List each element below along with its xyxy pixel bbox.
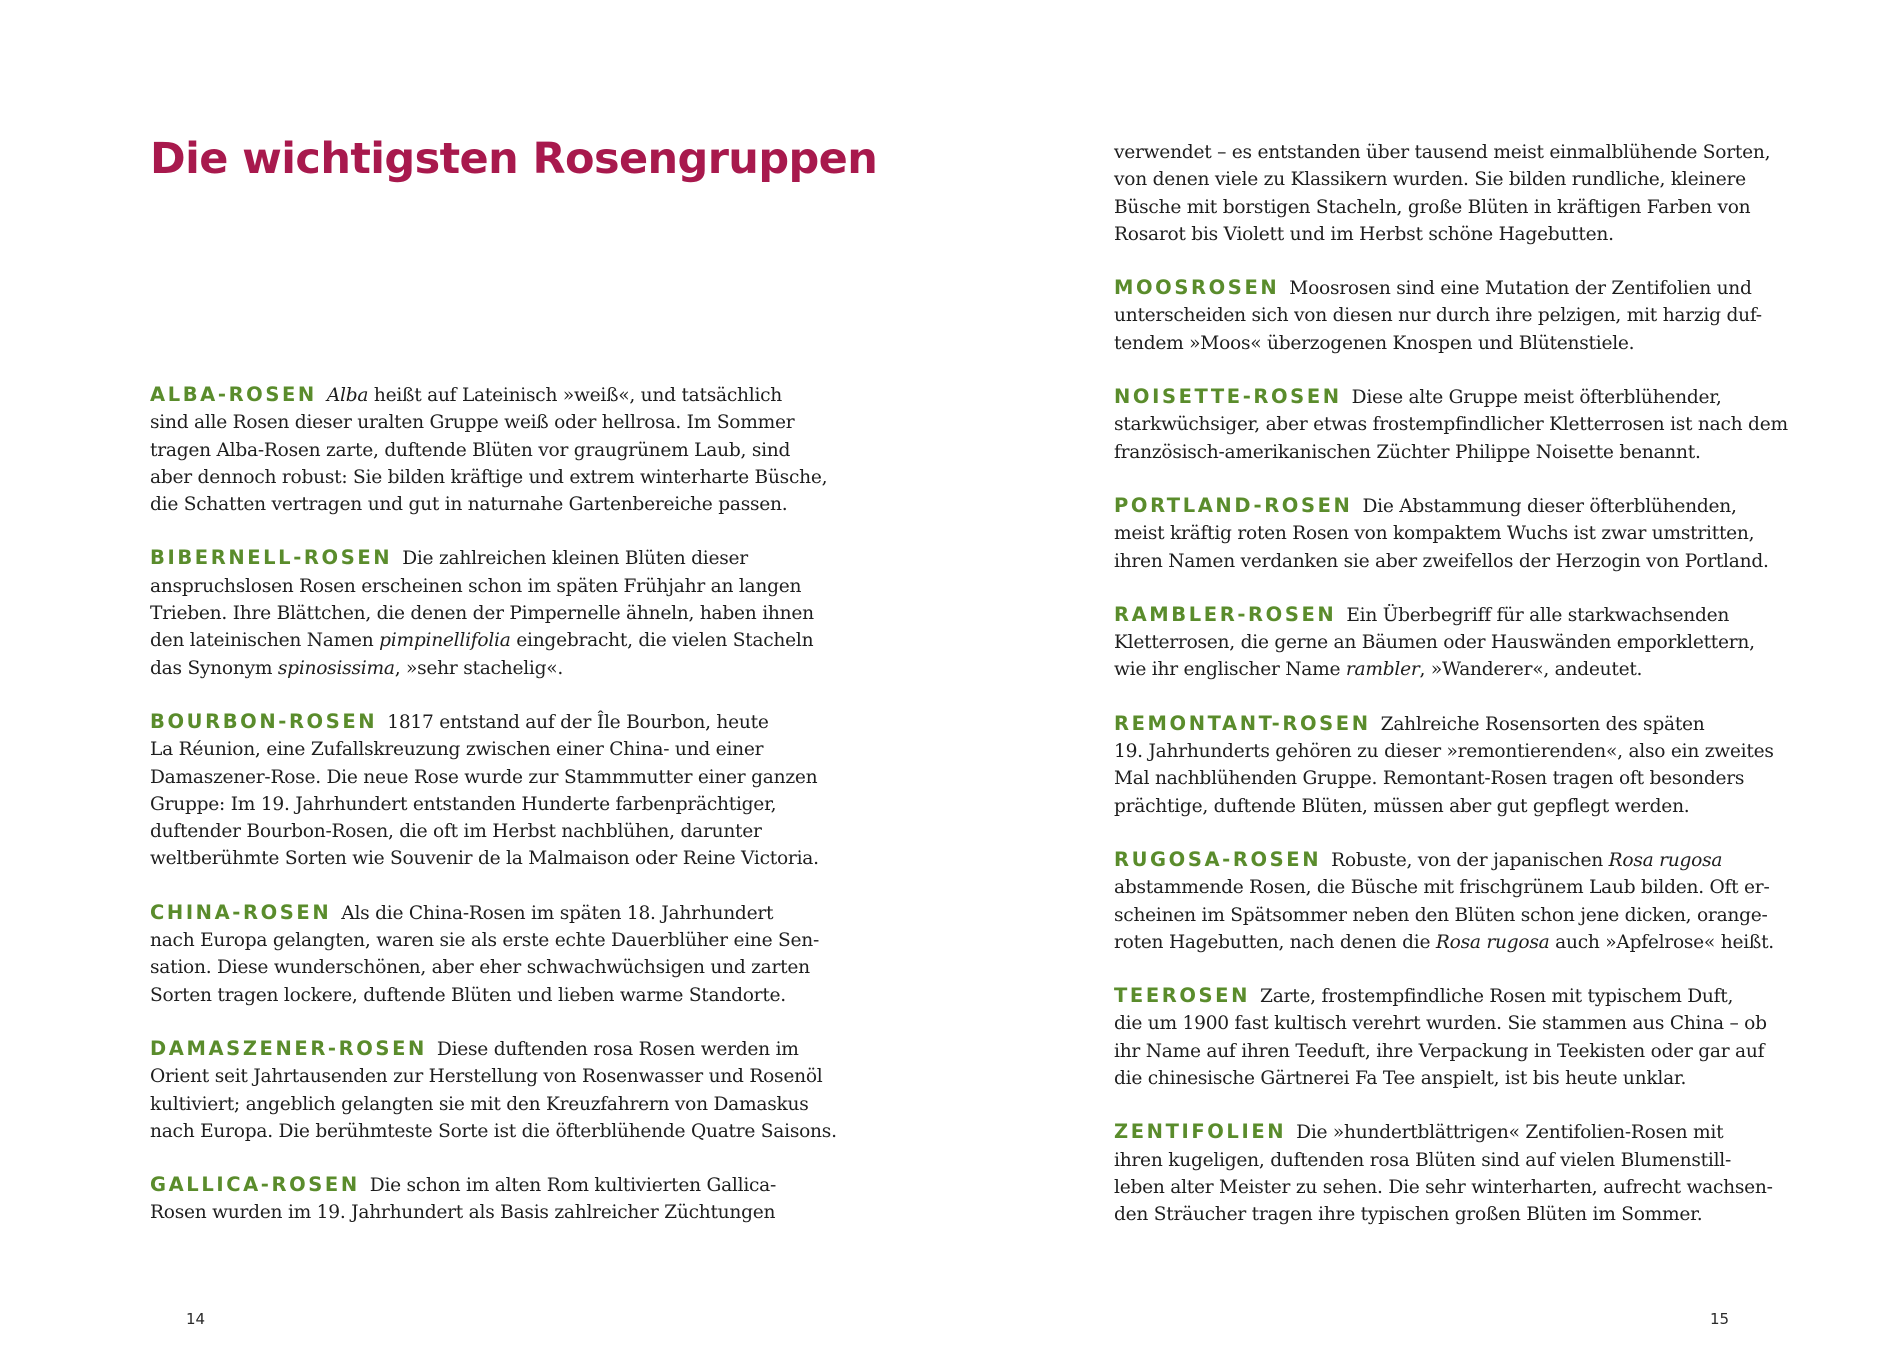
text-segment: ihren kugeligen, duftenden rosa Blüten sind auf vielen Blumenstill- <box>1114 1149 1732 1171</box>
entry-text-line <box>150 1063 823 1090</box>
rose-group-entry <box>150 381 828 518</box>
entry-first-line <box>1114 601 1784 629</box>
rose-group-heading: REMONTANT-ROSEN <box>1114 711 1371 735</box>
entry-text-line <box>150 927 820 954</box>
rose-group-heading: TEEROSEN <box>1114 984 1251 1008</box>
rose-group-entry <box>1114 139 1784 248</box>
entry-text-line <box>150 845 819 872</box>
entry-text-line <box>1114 302 1784 329</box>
entry-text-line <box>1114 738 1784 765</box>
entry-text-line <box>1114 194 1784 221</box>
entry-text-line <box>150 764 818 791</box>
text-segment: Mal nachblühenden Gruppe. Remontant-Rosen tragen oft besonders <box>1114 768 1745 790</box>
text-segment: meist kräftig roten Rosen von kompaktem Wuchs ist zwar umstritten, <box>1114 523 1755 545</box>
entry-text-line <box>1114 929 1784 956</box>
text-segment: die Schatten vertragen und gut in naturnahe Gartenbereiche passen. <box>150 494 788 516</box>
text-segment: nach Europa. Die berühmteste Sorte ist die öfterblühende Quatre Saisons. <box>150 1120 837 1142</box>
entry-first-line <box>150 381 810 409</box>
entry-text-line <box>1114 629 1784 656</box>
page-number-left: 14 <box>186 1310 206 1328</box>
text-segment: 1817 entstand auf der Île Bourbon, heute <box>387 711 769 733</box>
entry-text-line <box>1114 1065 1784 1092</box>
text-segment: Büsche mit borstigen Stacheln, große Blüten in kräftigen Farben von <box>1114 196 1751 218</box>
entry-first-line <box>150 1171 810 1199</box>
right-column <box>1114 139 1788 1255</box>
entry-text-line <box>150 1091 810 1118</box>
rose-group-heading: NOISETTE-ROSEN <box>1114 385 1342 409</box>
text-segment: Zarte, frostempfindliche Rosen mit typischem Duft, <box>1260 986 1734 1008</box>
text-segment: heißt auf Lateinisch »weiß«, und tatsächlich <box>368 385 783 406</box>
rose-group-heading: BIBERNELL-ROSEN <box>150 546 393 570</box>
text-segment: Rosen wurden im 19. Jahrhundert als Basis zahlreicher Züchtungen <box>150 1202 776 1224</box>
entry-lead-text <box>387 712 768 733</box>
entry-lead-text <box>1346 605 1729 626</box>
entry-text-line <box>150 982 810 1009</box>
entry-lead-text <box>437 1039 799 1060</box>
entry-first-line <box>1114 1118 1784 1146</box>
entry-lead-text <box>341 903 773 924</box>
entry-text-line <box>1114 1038 1784 1065</box>
entry-first-line <box>150 1035 810 1063</box>
rose-group-entry <box>150 708 819 873</box>
entry-text-line <box>1114 874 1784 901</box>
text-segment: Ein Überbegriff für alle starkwachsenden <box>1346 604 1730 626</box>
left-column <box>150 381 837 1253</box>
rose-group-heading: ALBA-ROSEN <box>150 383 317 406</box>
entry-text-line <box>150 491 810 518</box>
entry-first-line <box>1114 383 1784 411</box>
entry-first-line <box>150 708 810 736</box>
entry-first-line <box>1114 846 1784 874</box>
entry-text-line <box>150 573 810 600</box>
rose-group-entry <box>150 899 820 1009</box>
page-title: Die wichtigsten Rosengruppen <box>150 134 878 184</box>
text-segment: Zahlreiche Rosensorten des späten <box>1380 713 1705 735</box>
entry-first-line <box>1114 710 1784 738</box>
entry-lead-text <box>1289 278 1751 299</box>
text-segment: Als die China-Rosen im späten 18. Jahrhundert <box>341 902 774 924</box>
entry-text-line <box>150 600 814 627</box>
entry-text-line <box>150 791 810 818</box>
entry-text-line <box>1114 411 1788 438</box>
text-segment: Rosarot bis Violett und im Herbst schöne Hagebutten. <box>1114 223 1614 245</box>
text-segment: eingebracht, die vielen Stacheln <box>510 630 814 652</box>
entry-text-line <box>150 437 810 464</box>
text-segment: tendem »Moos« überzogenen Knospen und Blütenstiele. <box>1114 332 1635 354</box>
page-number-right: 15 <box>1710 1310 1730 1328</box>
text-segment: tragen Alba-Rosen zarte, duftende Blüten vor graugrünem Laub, sind <box>150 439 791 461</box>
entry-lead-text <box>1296 1122 1723 1143</box>
text-segment: nach Europa gelangten, waren sie als erste echte Dauerblüher eine Sen- <box>150 930 820 952</box>
entry-first-line <box>150 899 810 927</box>
text-segment: aber dennoch robust: Sie bilden kräftige und extrem winterharte Büsche, <box>150 466 828 488</box>
entry-text-line <box>1114 793 1784 820</box>
entry-text-line <box>1114 520 1784 547</box>
italic-term: rambler <box>1345 659 1420 681</box>
entry-text-line <box>1114 548 1784 575</box>
text-segment: starkwüchsiger, aber etwas frostempfindlicher Kletterrosen ist nach dem <box>1114 414 1788 436</box>
entry-text-line <box>150 818 810 845</box>
text-segment: anspruchslosen Rosen erscheinen schon im späten Frühjahr an langen <box>150 575 802 597</box>
text-segment: unterscheiden sich von diesen nur durch ihre pelzigen, mit harzig duf- <box>1114 305 1762 327</box>
rose-group-heading: PORTLAND-ROSEN <box>1114 493 1353 517</box>
text-segment: abstammende Rosen, die Büsche mit frischgrünem Laub bilden. Oft er- <box>1114 877 1770 899</box>
entry-lead-text <box>402 548 748 569</box>
rose-group-heading: BOURBON-ROSEN <box>150 709 378 733</box>
rose-group-heading: CHINA-ROSEN <box>150 900 332 924</box>
text-segment: verwendet – es entstanden über tausend meist einmalblühende Sorten, <box>1114 142 1771 163</box>
text-segment: wie ihr englischer Name <box>1114 659 1346 681</box>
text-segment: Die Abstammung dieser öfterblühenden, <box>1362 495 1737 517</box>
entry-text-line <box>1114 1174 1784 1201</box>
text-segment: den Sträucher tragen ihre typischen großen Blüten im Sommer. <box>1114 1204 1703 1226</box>
entry-lead-text <box>370 1175 776 1196</box>
rose-group-entry <box>150 544 814 681</box>
text-segment: die um 1900 fast kultisch verehrt wurden. Sie stammen aus China – ob <box>1114 1013 1767 1035</box>
italic-term: Rosa rugosa <box>1435 931 1550 953</box>
entry-first-line <box>1114 982 1784 1010</box>
text-segment: Damaszener-Rose. Die neue Rose wurde zur Stammmutter einer ganzen <box>150 766 818 788</box>
entry-text-line <box>1114 439 1784 466</box>
text-segment: die chinesische Gärtnerei Fa Tee anspielt, ist bis heute unklar. <box>1114 1068 1687 1090</box>
entry-lead-text <box>1381 714 1705 735</box>
rose-group-entry <box>1114 982 1784 1092</box>
rose-group-entry <box>1114 601 1784 684</box>
entry-text-line <box>150 954 810 981</box>
text-segment: Gruppe: Im 19. Jahrhundert entstanden Hunderte farbenprächtiger, <box>150 793 777 815</box>
entry-lead-text <box>1352 387 1722 408</box>
entry-text-line <box>150 736 810 763</box>
rose-group-entry <box>150 1035 837 1145</box>
entry-lead-text <box>1362 496 1736 517</box>
text-segment: sind alle Rosen dieser uralten Gruppe weiß oder hellrosa. Im Sommer <box>150 412 795 434</box>
entry-text-line <box>1114 330 1784 357</box>
text-segment: Diese duftenden rosa Rosen werden im <box>436 1038 799 1060</box>
rose-group-entry <box>1114 846 1784 956</box>
entry-text-line <box>150 655 810 682</box>
text-segment: leben alter Meister zu sehen. Die sehr winterharten, aufrecht wachsen- <box>1114 1176 1773 1198</box>
text-segment: La Réunion, eine Zufallskreuzung zwischen einer China- und einer <box>150 739 764 761</box>
text-segment: weltberühmte Sorten wie Souvenir de la Malmaison oder Reine Victoria. <box>150 848 819 870</box>
text-segment: Robuste, von der japanischen <box>1331 849 1609 871</box>
entry-text-line <box>150 1118 837 1145</box>
entry-first-line <box>1114 492 1784 520</box>
entry-text-line <box>150 409 810 436</box>
rose-group-heading: MOOSROSEN <box>1114 276 1280 300</box>
text-segment: das Synonym <box>150 657 278 679</box>
rose-group-entry <box>150 1171 810 1227</box>
right-page <box>945 0 1890 1358</box>
text-segment: , »Wanderer«, andeutet. <box>1419 659 1643 681</box>
italic-term: pimpinellifolia <box>379 630 511 652</box>
entry-lead-text <box>327 385 782 406</box>
italic-term: spinosissima <box>277 657 395 679</box>
text-segment: Kletterrosen, die gerne an Bäumen oder Hauswänden emporklettern, <box>1114 632 1755 654</box>
entry-lead-text <box>1260 986 1733 1007</box>
text-segment: ihr Name auf ihren Teeduft, ihre Verpackung in Teekisten oder gar auf <box>1114 1040 1765 1062</box>
entry-text-line <box>1114 1147 1784 1174</box>
text-segment: sation. Diese wunderschönen, aber eher schwachwüchsigen und zarten <box>150 957 810 979</box>
entry-text-line <box>1114 1010 1784 1037</box>
text-segment: Die »hundertblättrigen« Zentifolien-Rosen mit <box>1296 1122 1724 1144</box>
entry-text-line <box>1114 139 1784 166</box>
rose-group-entry <box>1114 1118 1784 1228</box>
text-segment: Diese alte Gruppe meist öfterblühender, <box>1351 387 1722 409</box>
text-segment: Die schon im alten Rom kultivierten Gallica- <box>369 1175 777 1197</box>
rose-group-entry <box>1114 492 1784 575</box>
text-segment: von denen viele zu Klassikern wurden. Sie bilden rundliche, kleinere <box>1114 169 1746 191</box>
entry-text-line <box>150 464 828 491</box>
text-segment: kultiviert; angeblich gelangten sie mit den Kreuzfahrern von Damaskus <box>150 1093 809 1115</box>
rose-group-entry <box>1114 710 1784 820</box>
text-segment: den lateinischen Namen <box>150 630 380 652</box>
entry-text-line <box>1114 902 1784 929</box>
text-segment: prächtige, duftende Blüten, müssen aber gut gepflegt werden. <box>1114 795 1690 817</box>
entry-text-line <box>150 1199 810 1226</box>
entry-text-line <box>1114 765 1784 792</box>
text-segment: auch »Apfelrose« heißt. <box>1549 931 1774 953</box>
entry-lead-text <box>1331 850 1722 871</box>
entry-text-line <box>1114 1201 1784 1228</box>
text-segment: Trieben. Ihre Blättchen, die denen der Pimpernelle ähneln, haben ihnen <box>150 603 814 625</box>
rose-group-entry <box>1114 383 1788 466</box>
rose-group-heading: RUGOSA-ROSEN <box>1114 847 1322 871</box>
rose-group-entry <box>1114 274 1784 357</box>
rose-group-heading: ZENTIFOLIEN <box>1114 1120 1287 1144</box>
text-segment: Orient seit Jahrtausenden zur Herstellung von Rosenwasser und Rosenöl <box>150 1066 823 1088</box>
italic-term: Rosa rugosa <box>1608 849 1723 871</box>
text-segment: roten Hagebutten, nach denen die <box>1114 931 1436 953</box>
text-segment: , »sehr stachelig«. <box>394 657 564 679</box>
text-segment: 19. Jahrhunderts gehören zu dieser »remontierenden«, also ein zweites <box>1114 741 1774 763</box>
text-segment: Moosrosen sind eine Mutation der Zentifolien und <box>1289 278 1752 300</box>
rose-group-heading: GALLICA-ROSEN <box>150 1173 360 1197</box>
text-segment: Die zahlreichen kleinen Blüten dieser <box>402 548 748 570</box>
entry-text-line <box>1114 221 1784 248</box>
entry-text-line <box>1114 166 1784 193</box>
text-segment: duftender Bourbon-Rosen, die oft im Herbst nachblühen, darunter <box>150 821 762 843</box>
entry-first-line <box>150 544 810 572</box>
entry-text-line <box>1114 656 1784 683</box>
text-segment: französisch-amerikanischen Züchter Philippe Noisette benannt. <box>1114 441 1701 463</box>
entry-text-line <box>150 627 814 654</box>
italic-term: Alba <box>326 385 369 406</box>
text-segment: Sorten tragen lockere, duftende Blüten und lieben warme Standorte. <box>150 984 786 1006</box>
rose-group-heading: RAMBLER-ROSEN <box>1114 602 1337 626</box>
text-segment: ihren Namen verdanken sie aber zweifellos der Herzogin von Portland. <box>1114 550 1769 572</box>
rose-group-heading: DAMASZENER-ROSEN <box>150 1036 427 1060</box>
text-segment: scheinen im Spätsommer neben den Blüten schon jene dicken, orange- <box>1114 904 1768 926</box>
entry-first-line <box>1114 274 1784 302</box>
